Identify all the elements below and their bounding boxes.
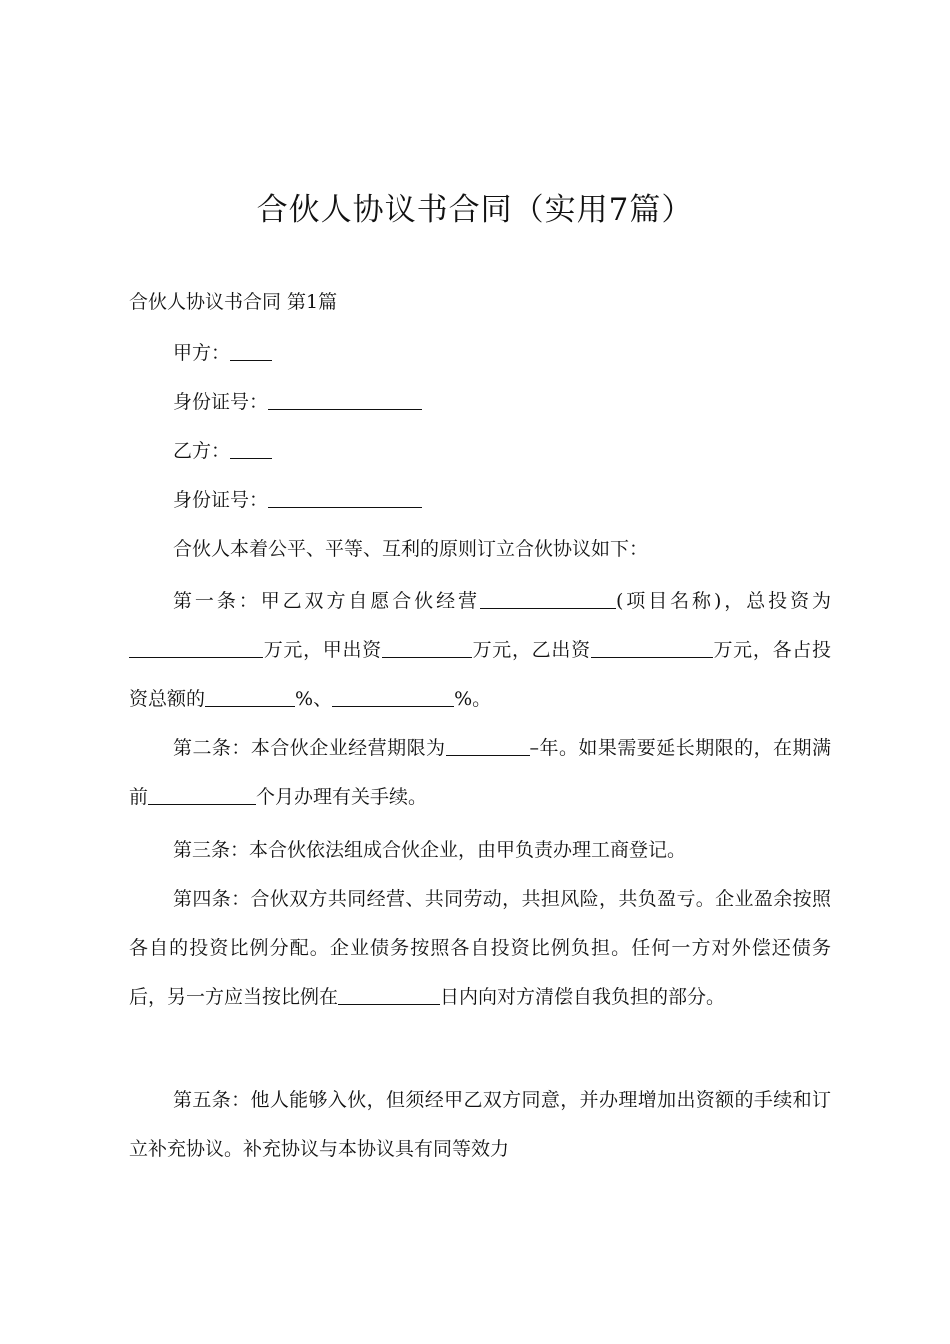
article-5: 第五条：他人能够入伙，但须经甲乙双方同意，并办理增加出资额的手续和订立补充协议。补充协议与本协议具有同等效力 <box>129 1089 831 1160</box>
repayment-days-blank <box>338 982 440 1005</box>
article-2-text-3: 个月办理有关手续。 <box>256 786 428 808</box>
article-2 <box>129 724 831 822</box>
party-a-line <box>129 329 831 378</box>
party-b-id-line <box>129 476 831 525</box>
article-4-text-1: 第四条：合伙双方共同经营、共同劳动，共担风险，共负盈亏。企业盈余按照各自的投资比例分配。企业债务按照各自投资比例负担。任何一方对外偿还债务后，另一方应当按比例在 <box>129 888 831 1008</box>
intro-paragraph: 合伙人本着公平、平等、互利的原则订立合伙协议如下： <box>173 538 649 560</box>
document-title: 合伙人协议书合同（实用7篇） <box>256 192 694 228</box>
party-a-id-blank <box>268 387 422 410</box>
article-1-text-4: 万元，乙出资 <box>471 639 591 661</box>
project-name-blank <box>480 586 616 609</box>
party-b-investment-blank <box>591 635 713 658</box>
article-4 <box>129 875 831 1022</box>
article-1-text-5: 万元，各占投资总额的 <box>129 639 831 710</box>
party-a-id-label: 身份证号： <box>173 391 269 413</box>
article-2-text-2: –年。如果需要延长期限的，在期满前 <box>129 737 831 808</box>
party-a-id-line <box>129 378 831 427</box>
article-1 <box>129 577 831 724</box>
party-b-id-label: 身份证号： <box>173 489 269 511</box>
article-2-text-1: 第二条：本合伙企业经营期限为 <box>173 737 446 759</box>
article-1-text-2: (项目名称)，总投资为 <box>615 590 831 612</box>
party-a-investment-blank <box>382 635 472 658</box>
party-b-line <box>129 427 831 476</box>
article-1-text-7: %。 <box>454 688 492 710</box>
section-heading: 合伙人协议书合同 第1篇 <box>129 291 338 313</box>
article-4-text-2: 日内向对方清偿自我负担的部分。 <box>440 986 726 1008</box>
article-1-text-3: 万元，甲出资 <box>263 639 382 661</box>
party-b-id-blank <box>268 485 422 508</box>
party-b-blank <box>230 436 272 459</box>
party-a-share-blank <box>205 684 295 707</box>
term-years-blank <box>446 733 530 756</box>
party-a-label: 甲方： <box>173 342 231 364</box>
renewal-months-blank <box>148 782 256 805</box>
party-b-label: 乙方： <box>173 440 231 462</box>
total-investment-blank <box>129 635 263 658</box>
article-1-text-6: %、 <box>295 688 333 710</box>
article-1-text-1: 第一条：甲乙双方自愿合伙经营 <box>173 590 480 612</box>
article-3: 第三条：本合伙依法组成合伙企业，由甲负责办理工商登记。 <box>173 839 687 861</box>
party-b-share-blank <box>332 684 454 707</box>
party-a-blank <box>230 338 272 361</box>
